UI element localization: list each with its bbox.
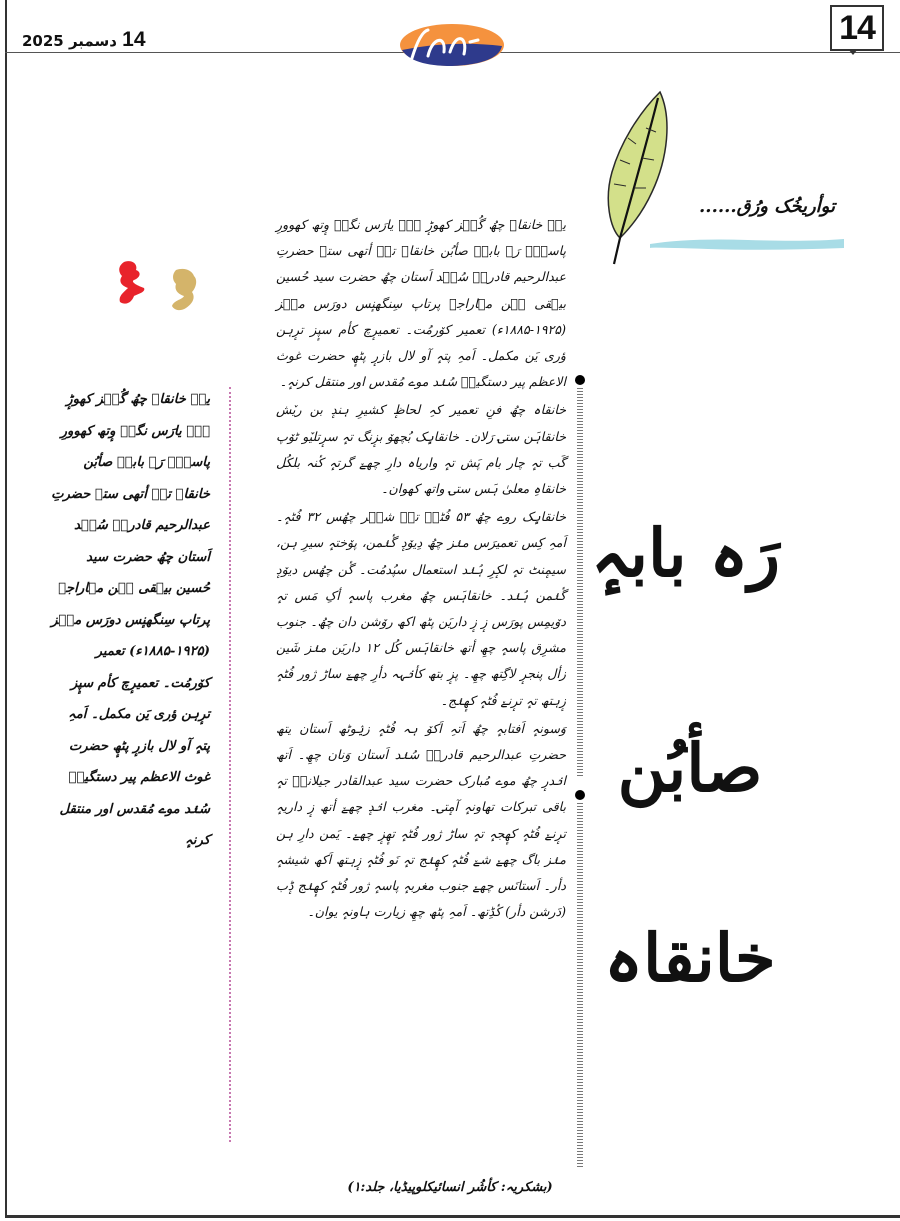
sidebar-pull-quote: یہٕ خانقاہ چھُ گُنٛز کھوڑٕ ہہہ یارَس نگہِ وٕتھ کھوورِ پاسہٕ۔ رَہ بابہٕ صأبُن خانقاہ تہٕ أتھی ستۍ حضرتِ عبدالرحیم قادریؒ سُنٛد اَستان چھُ حضرت سید حُسین بیہقی ہَن مہاراجہ پرتاپ سِنگھنٕس دورَس منٛز (۱۹۲۵-۱۸۸۵ء) تعمیر کوٚرمُت۔ تعمیرٕچ کأم سپٕز ترٕہن ؤری یَن مکمل۔ اَمہِ پتہٕ آو لال بازرٕ پٹھٕ حضرت غوث الاعظم پیر دستگیرؒ سُنٛد موے مُقدس اور منتقل کرنہٕ (51, 392, 210, 848)
issue-date-month-year: دسمبر 2025 (22, 32, 117, 50)
page-left-border (5, 0, 7, 1218)
brush-stroke-decoration (648, 236, 846, 251)
page-number: 14 (830, 5, 884, 51)
source-credit: (بشکریہ: کأشُر انسائیکلوپیڈیا، جلد:۱) (347, 1180, 553, 1195)
page-number-pointer-icon (848, 49, 858, 55)
article-paragraph: وَسونہٕ اَفتابہٕ چھُ اَتہِ اَکوٚ ہہ فُٹہٕ زیٛوٹھ اَستان یتھ حضرتِ عبدالرحیم قادریؒ سُنٛد اَستان وَنان چھِ۔ اَتھ انٛدرٕ چھُ موے مُبارک حضرت سید عبدالقادر جیلانیؒ تہٕ باقی تبرکات تھاونہٕ آمٕتۍ۔ مغرب انٛدٕ چھےٚ أتھ زٕ داریہٕ ترٕنےٚ فُٹہٕ کھٕجہٕ تہٕ ساڑ ژور فُٹہٕ تھٕزٕ چھےٚ۔ یَمن دارِ ہن منٛز باگ چھےٚ شےٚ فُٹہٕ کھٕنٛج تہٕ نَو فُٹہٕ زٕہتھ اَکھ شیشہٕ دأر۔ اَستانَس چھےٚ جنوب مغربہٕ پاسہٕ ژور فُٹہٕ کھٕنٛج ڈٕب (دَرشن دأر) کٔڈِتھ۔ اَمہِ پٹھ چھِ زیارت ہاونہٕ یوان۔ (276, 720, 566, 920)
issue-date (22, 28, 146, 52)
gold-ink-splash (170, 268, 200, 312)
title-dotted-rule-lower (577, 803, 583, 1168)
article-body (276, 212, 566, 925)
rule-bullet-icon (575, 790, 585, 800)
issue-date-day: 14 (122, 28, 146, 51)
article-paragraph: یہٕ خانقاہ چھُ گُنٛز کھوڑٕ ہہہ یارَس نگہِ وٕتھ کھوورِ پاسہٕ۔ رَہ بابہٕ صأبُن خانقاہ تہٕ أتھی ستۍ حضرتِ عبدالرحیم قادریؒ سُنٛد اَستان چھُ حضرت سید حُسین بیہقی ہَن مہاراجہ پرتاپ سِنگھنٕس دورَس منٛز (۱۹۲۵-۱۸۸۵ء) تعمیر کوٚرمُت۔ تعمیرٕچ کأم سپٕز ترٕہن ؤری یَن مکمل۔ اَمہِ پتہٕ آو لال بازرٕ پٹھٕ حضرت غوث الاعظم پیر دستگیرؒ سُنٛد موے مُقدس اور منتقل کرنہٕ۔ (276, 217, 566, 390)
headline-line-2: صأبُن (617, 729, 763, 807)
page-bottom-border (5, 1215, 900, 1218)
red-ink-splash (116, 260, 150, 308)
article-paragraph: خانقاہ چھُ فنِ تعمیر کہِ لحاظٕ کشیرِ ہندٕ بن ریٚش خانقاہَن ستۍ رَلان۔ خانقاہٕک بُچھوٚ بزٕنگ تہٕ سرٕتلیٚو ٹوٚپ گَب تہٕ چار بام پَش تہٕ واریاہ دارِ چھےٚ گرتہٕ کٔنہ بلکُل خانقاہِ معلیٰ ہَس ستۍ واتھ کھوان۔ (276, 402, 566, 497)
newspaper-logo (398, 22, 506, 68)
headline-line-1: رَہ بابہٕ (590, 514, 780, 592)
sidebar-divider (229, 387, 231, 1142)
title-dotted-rule-upper (577, 388, 583, 778)
section-label: توأریخُک ورُق...... (699, 196, 835, 217)
rule-bullet-icon (575, 375, 585, 385)
article-paragraph: خانقاہٕک روے چھُ ۵۳ فُٹہٕ تہٕ شیٖر چھُس ۳۲ فُٹہٕ۔ اَمہِ کِس تعمیرَس منٛز چھُ دِیوٚدٕ گٔنٛمن، پوٚختہٕ سیرِ ہن، سیمٕنٹ تہٕ لکٕرِ ہُنٛد استعمال سپُدمُت۔ گٔن چھُس دیوٚدٕ گٔنٛمن ہُنٛد۔ خانقاہَس چھُ مغرب پاسہٕ أکِ مَس تہٕ دوٚیمِس پورَس زٕ زٕ داریَن پٹھ اکھ روٚشن دان چھُ۔ جنوب مشرِق پاسہٕ چھِ أتھ خانقاہَس کُل ۱۲ داریَن منٛز شَین زأل پنجرٕ لاگِتھ چھِ۔ پزٕ بتھ کأنٛہہ دأرِ چھےٚ ساڑ ژور فُٹہٕ زٕہتھ تہٕ ترٕنےٚ فُٹہٕ کھٕنٛج۔ (276, 509, 566, 708)
headline-line-3: خانقاہ (604, 919, 776, 997)
